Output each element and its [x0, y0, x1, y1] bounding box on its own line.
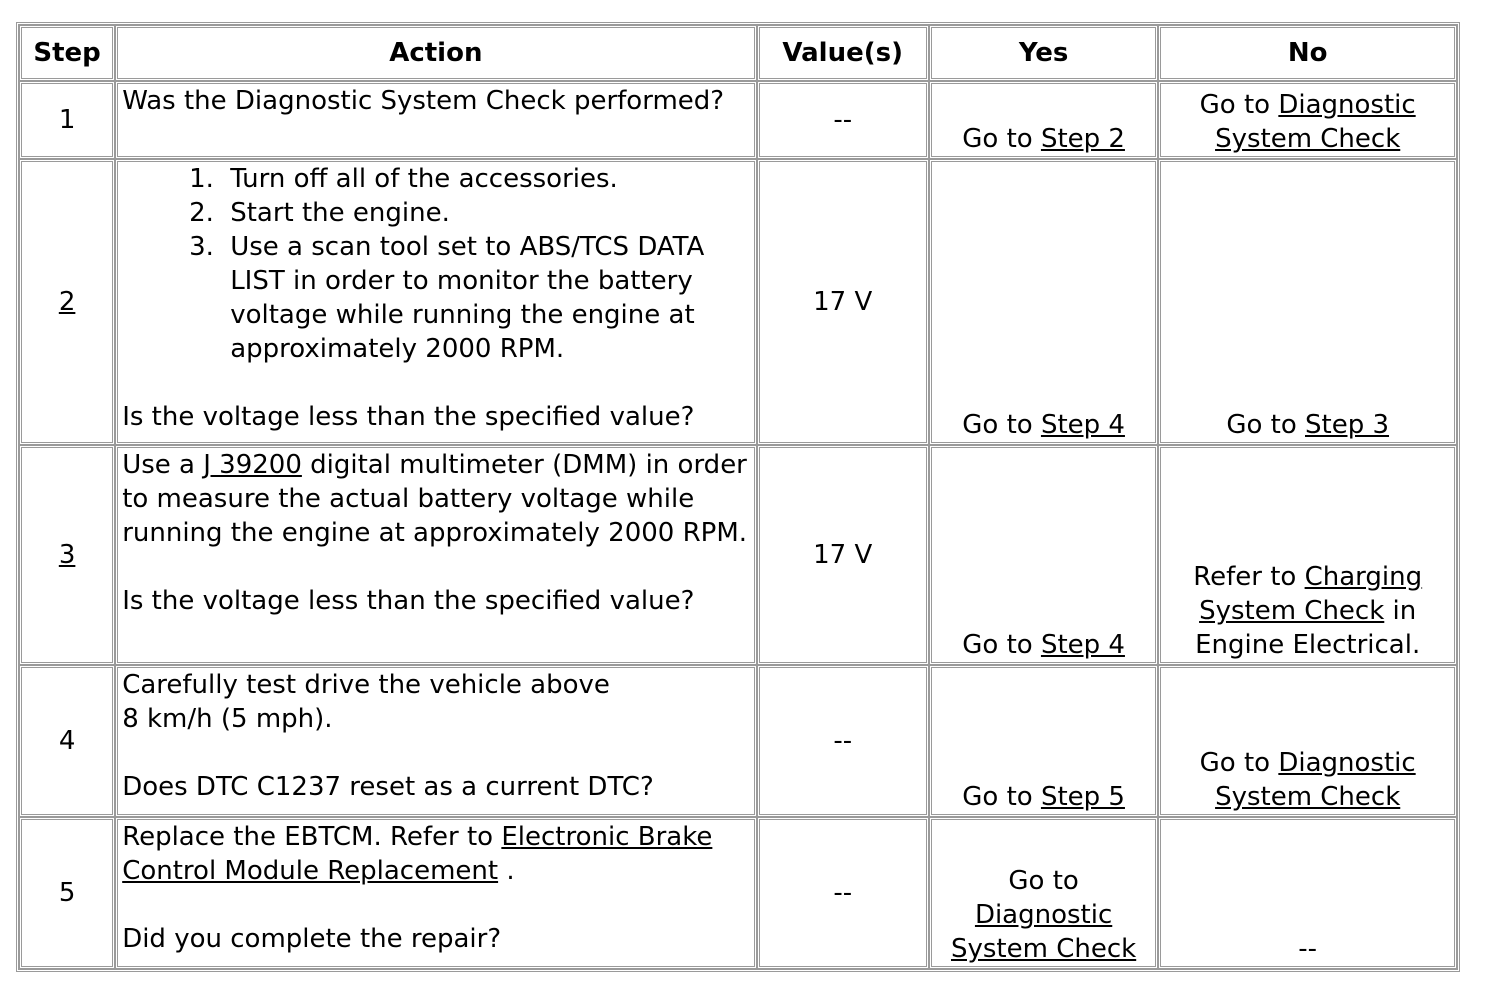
yes-prefix: Go to	[962, 410, 1041, 440]
step-number: 4	[19, 665, 115, 817]
spacer	[122, 550, 749, 584]
action-question: Does DTC C1237 reset as a current DTC?	[122, 772, 654, 802]
no-cell: --	[1158, 817, 1457, 969]
yes-cell	[929, 445, 1158, 665]
yes-link[interactable]: Step 5	[1040, 782, 1125, 812]
no-prefix: Go to	[1226, 410, 1305, 440]
yes-prefix: Go to	[962, 782, 1041, 812]
action-prefix: Use a	[122, 450, 204, 480]
yes-prefix: Go to	[962, 124, 1041, 154]
yes-prefix: Go to	[1008, 866, 1079, 896]
spacer	[122, 366, 749, 400]
no-cell	[1158, 81, 1457, 159]
action-suffix: digital multimeter (DMM) in order to measure the actual battery voltage while running the engine at approximately 2000 RPM.	[122, 450, 748, 548]
no-link[interactable]: Diagnostic System Check	[1215, 748, 1416, 812]
yes-link[interactable]: Step 4	[1040, 630, 1125, 660]
step-number	[19, 159, 115, 445]
table-row	[19, 817, 1457, 969]
no-cell	[1158, 665, 1457, 817]
value-cell: --	[757, 81, 929, 159]
no-prefix: Go to	[1199, 748, 1279, 778]
value-cell: 17 V	[757, 159, 929, 445]
yes-cell	[929, 817, 1158, 969]
no-link[interactable]: Charging System Check	[1199, 562, 1423, 626]
action-list	[122, 162, 749, 366]
action-line: Carefully test drive the vehicle above	[122, 670, 610, 700]
table-row	[19, 159, 1457, 445]
action-question: Did you complete the repair?	[122, 924, 502, 954]
no-link[interactable]: Diagnostic System Check	[1215, 90, 1416, 154]
step-number	[19, 445, 115, 665]
action-text	[115, 817, 756, 969]
value-cell: 17 V	[757, 445, 929, 665]
table-row	[19, 665, 1457, 817]
no-prefix: Refer to	[1193, 562, 1305, 592]
yes-cell	[929, 81, 1158, 159]
table-row	[19, 81, 1457, 159]
header-values: Value(s)	[757, 25, 929, 81]
step-number: 5	[19, 817, 115, 969]
header-no: No	[1158, 25, 1457, 81]
action-text	[115, 665, 756, 817]
value-cell: --	[757, 817, 929, 969]
action-text: Was the Diagnostic System Check performed?	[115, 81, 756, 159]
action-question: Is the voltage less than the specified value?	[122, 402, 695, 432]
list-item: 1. Turn off all of the accessories.	[222, 162, 749, 196]
no-prefix: Go to	[1199, 90, 1279, 120]
header-yes: Yes	[929, 25, 1158, 81]
list-item: 3. Use a scan tool set to ABS/TCS DATA LIST in order to monitor the battery voltage while running the engine at approximately 2000 RPM.	[222, 230, 749, 366]
table-row	[19, 445, 1457, 665]
yes-cell	[929, 665, 1158, 817]
tool-link[interactable]: J 39200	[203, 450, 302, 480]
header-row	[19, 25, 1457, 81]
yes-cell	[929, 159, 1158, 445]
value-cell: --	[757, 665, 929, 817]
no-link[interactable]: Step 3	[1305, 410, 1390, 440]
procedure-link[interactable]: Electronic Brake Control Module Replacement	[122, 822, 713, 886]
action-text	[115, 159, 756, 445]
action-suffix: .	[498, 856, 515, 886]
step-number: 1	[19, 81, 115, 159]
list-item: 2. Start the engine.	[222, 196, 749, 230]
action-text	[115, 445, 756, 665]
yes-link[interactable]: Step 4	[1040, 410, 1125, 440]
spacer	[122, 888, 749, 922]
spacer	[122, 736, 749, 770]
yes-link[interactable]: Step 2	[1040, 124, 1125, 154]
no-suffix: in Engine Electrical.	[1195, 596, 1421, 660]
action-prefix: Replace the EBTCM. Refer to	[122, 822, 502, 852]
yes-prefix: Go to	[962, 630, 1041, 660]
action-line: 8 km/h (5 mph).	[122, 704, 333, 734]
no-cell	[1158, 159, 1457, 445]
yes-link[interactable]: Diagnostic System Check	[951, 900, 1137, 964]
no-cell	[1158, 445, 1457, 665]
diagnostic-table	[16, 22, 1460, 972]
step-link[interactable]: 3	[58, 540, 76, 570]
header-step: Step	[19, 25, 115, 81]
action-question: Is the voltage less than the specified value?	[122, 586, 695, 616]
step-link[interactable]: 2	[58, 287, 76, 317]
header-action: Action	[115, 25, 756, 81]
